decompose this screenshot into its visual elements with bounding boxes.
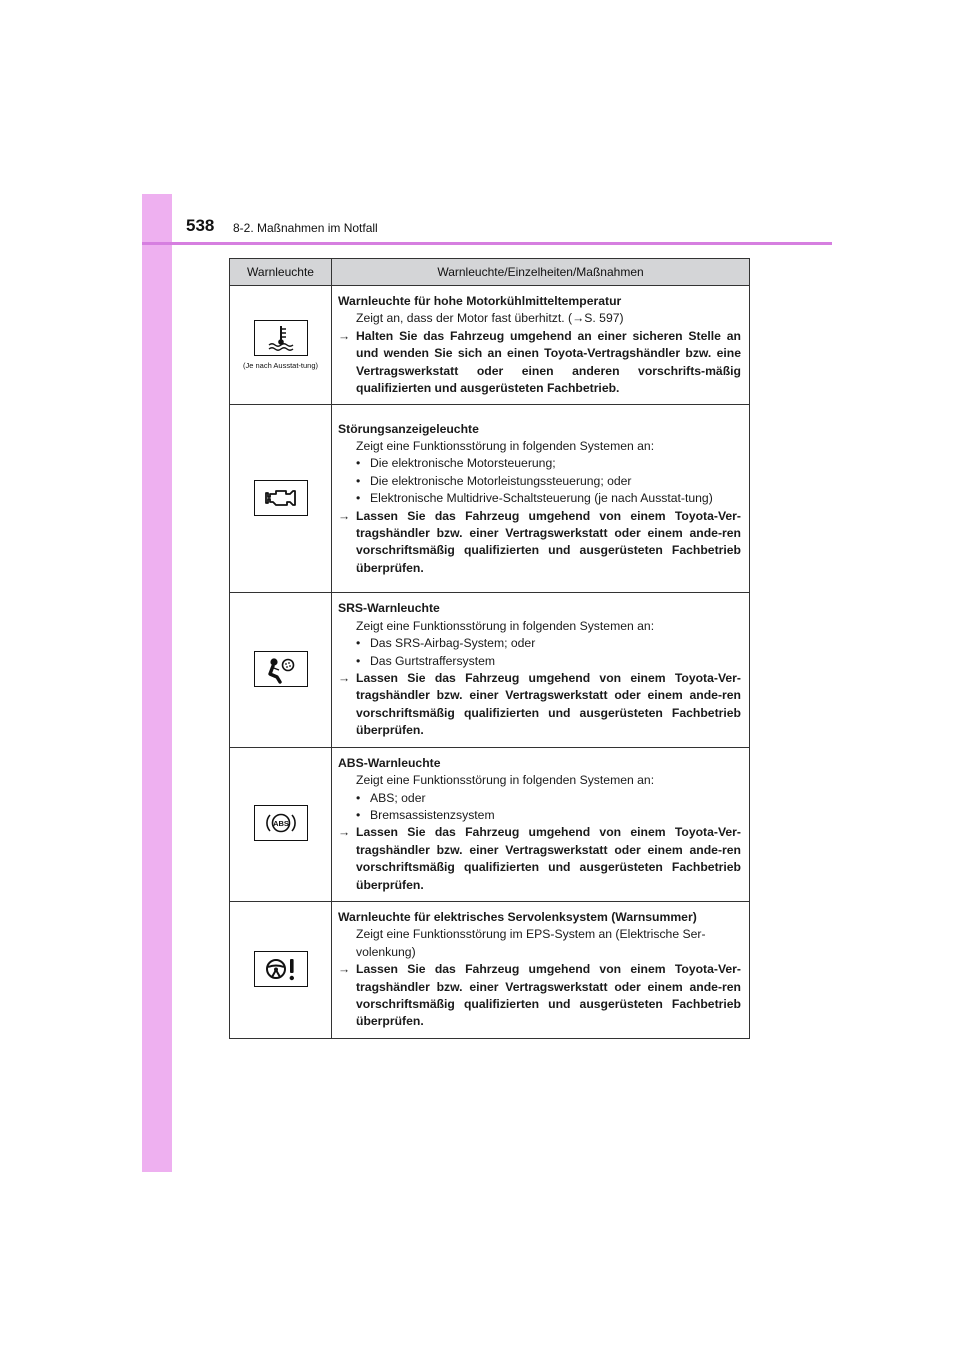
table-row — [230, 286, 750, 405]
section-title: 8-2. Maßnahmen im Notfall — [233, 221, 378, 235]
list-item — [338, 635, 741, 652]
list-item-text: ABS; oder — [370, 790, 426, 805]
list-item-text: Elektronische Multidrive-Schaltsteuerung (je nach Ausstat-tung) — [370, 491, 713, 506]
bullet: • — [356, 790, 361, 805]
list-item — [338, 807, 741, 824]
arrow-icon: → — [338, 825, 351, 840]
row-title: Störungsanzeigeleuchte — [338, 421, 479, 436]
details-cell — [332, 901, 750, 1038]
row-action — [338, 508, 741, 578]
table-header-row — [230, 259, 750, 286]
bullet: • — [356, 456, 361, 471]
row-title: ABS-Warnleuchte — [338, 755, 441, 770]
warning-lights-table — [229, 258, 750, 1039]
page-number: 538 — [186, 216, 215, 235]
list-item — [338, 455, 741, 472]
row-action — [338, 961, 741, 1031]
list-item — [338, 790, 741, 807]
details-cell — [332, 405, 750, 593]
power-steering-warning-icon — [254, 951, 308, 987]
row-action — [338, 670, 741, 740]
icon-cell — [230, 901, 332, 1038]
row-title: Warnleuchte für hohe Motorkühlmitteltemperatur — [338, 294, 622, 308]
icon-cell — [230, 405, 332, 593]
details-cell — [332, 593, 750, 747]
icon-cell — [230, 593, 332, 747]
header-rule — [142, 242, 832, 245]
bullet: • — [356, 473, 361, 488]
arrow-icon: → — [338, 962, 351, 977]
row-description: Zeigt eine Funktionsstörung in folgenden Systemen an: — [356, 439, 655, 454]
list-item — [338, 490, 741, 507]
engine-malfunction-icon — [254, 480, 308, 516]
row-action-text: Lassen Sie das Fahrzeug umgehend von einem Toyota-Ver-tragshändler bzw. einer Vertragswerkstatt oder einem ande-ren vorschriftsmäßig qualifizierten und ausgerüsteten Fachbetrieb überprüfen. — [356, 671, 741, 738]
details-cell — [332, 286, 750, 405]
list-item-text: Die elektronische Motorsteuerung; — [370, 456, 556, 471]
row-description: Zeigt eine Funktionsstörung im EPS-System an (Elektrische Ser-volenkung) — [356, 927, 706, 959]
airbag-srs-icon — [254, 651, 308, 687]
row-action — [338, 824, 741, 894]
row-description: Zeigt eine Funktionsstörung in folgenden Systemen an: — [356, 618, 655, 633]
list-item-text: Bremsassistenzsystem — [370, 807, 495, 822]
list-item — [338, 473, 741, 490]
table-row — [230, 901, 750, 1038]
bullet: • — [356, 807, 361, 822]
arrow-icon: → — [338, 328, 351, 343]
list-item-text: Das Gurtstraffersystem — [370, 653, 496, 668]
row-action-text: Lassen Sie das Fahrzeug umgehend von einem Toyota-Ver-tragshändler bzw. einer Vertragswerkstatt oder einem ande-ren vorschriftsmäßig qualifizierten und ausgerüsteten Fachbetrieb überprüfen. — [356, 825, 741, 892]
arrow-icon: → — [338, 671, 351, 686]
row-title: SRS-Warnleuchte — [338, 601, 440, 616]
row-title: Warnleuchte für elektrisches Servolenksystem (Warnsummer) — [338, 909, 697, 924]
table-row — [230, 747, 750, 901]
row-description: Zeigt eine Funktionsstörung in folgenden Systemen an: — [356, 773, 655, 788]
row-action-text: Lassen Sie das Fahrzeug umgehend von einem Toyota-Ver-tragshändler bzw. einer Vertragswerkstatt oder einem ande-ren vorschriftsmäßig qualifizierten und ausgerüsteten Fachbetrieb überprüfen. — [356, 962, 741, 1029]
abs-icon — [254, 805, 308, 841]
icon-note: (Je nach Ausstat-tung) — [242, 361, 319, 371]
column-header-details: Warnleuchte/Einzelheiten/Maßnahmen — [332, 259, 750, 286]
row-action-text: Halten Sie das Fahrzeug umgehend an einer sicheren Stelle an und wenden Sie sich an einen Toyota-Vertragshändler bzw. eine Vertragswerkstatt oder einen anderen vorschrifts-mäßig qualifizierten und ausgerüsteten Fachbetrieb. — [356, 328, 741, 396]
row-description: Zeigt an, dass der Motor fast überhitzt. (→S. 597) — [356, 311, 624, 326]
abs-icon-label: ABS — [272, 819, 289, 829]
column-header-icon: Warnleuchte — [230, 259, 332, 286]
list-item-text: Das SRS-Airbag-System; oder — [370, 636, 536, 651]
icon-cell — [230, 747, 332, 901]
row-action — [338, 328, 741, 398]
side-margin-strip — [142, 194, 172, 1172]
icon-cell — [230, 286, 332, 405]
bullet: • — [356, 491, 361, 506]
list-item-text: Die elektronische Motorleistungssteuerung; oder — [370, 473, 632, 488]
arrow-icon: → — [338, 508, 351, 523]
details-cell — [332, 747, 750, 901]
row-action-text: Lassen Sie das Fahrzeug umgehend von einem Toyota-Ver-tragshändler bzw. einer Vertragswerkstatt oder einem ande-ren vorschriftsmäßig qualifizierten und ausgerüsteten Fachbetrieb überprüfen. — [356, 508, 741, 575]
bullet: • — [356, 636, 361, 651]
bullet: • — [356, 653, 361, 668]
table-row — [230, 405, 750, 593]
table-row — [230, 593, 750, 747]
coolant-temperature-icon — [254, 320, 308, 356]
list-item — [338, 653, 741, 670]
